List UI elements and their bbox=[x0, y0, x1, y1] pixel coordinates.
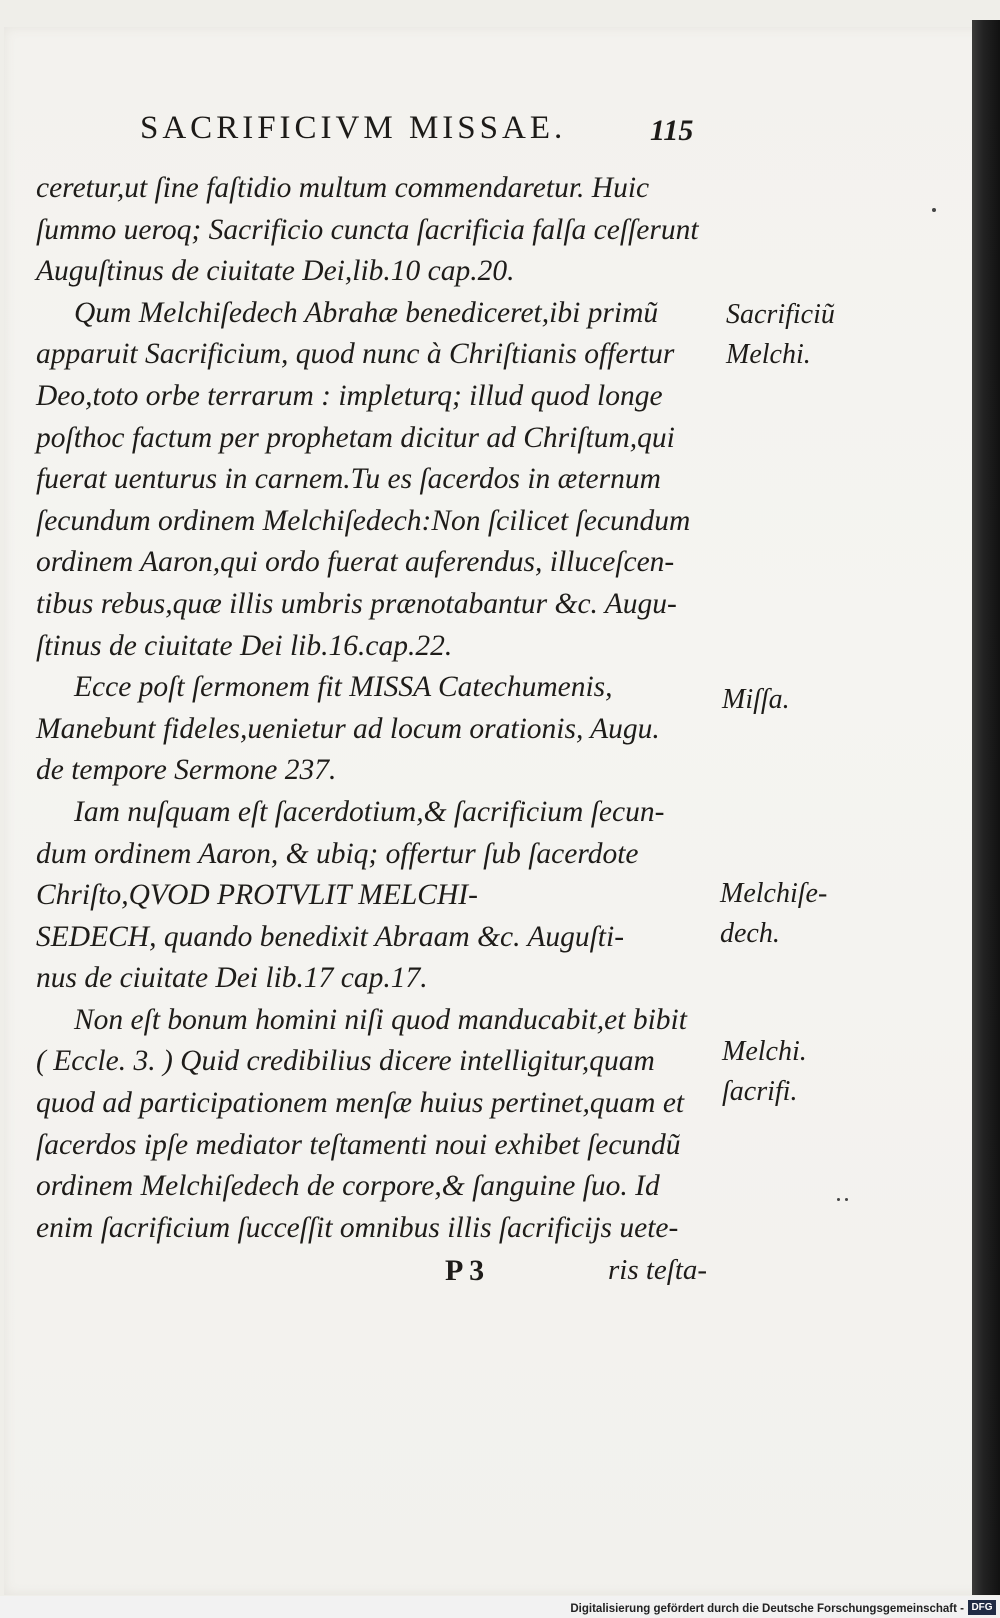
text-line: Manebunt fideles,uenietur ad locum orationis, Augu. bbox=[36, 712, 660, 745]
text-line: enim ſacrificium ſucceſſit omnibus illis ſacrificijs uete- bbox=[36, 1211, 679, 1244]
text-line: ( Eccle. 3. ) Quid credibilius dicere intelligitur,quam bbox=[36, 1045, 655, 1078]
paper-speck bbox=[837, 1198, 840, 1201]
text-line: ordinem Melchiſedech de corpore,& ſanguine ſuo. Id bbox=[36, 1170, 660, 1203]
text-line: ſecundum ordinem Melchiſedech:Non ſcilicet ſecundum bbox=[36, 504, 691, 537]
text-line: Chriſto,QVOD PROTVLIT MELCHI- bbox=[36, 879, 478, 912]
text-line: Deo,toto orbe terrarum : impleturq; illud quod longe bbox=[36, 379, 663, 412]
margin-note-line: Melchiſe- bbox=[720, 878, 828, 909]
text-line: Iam nuſquam eſt ſacerdotium,& ſacrificium ſecun- bbox=[74, 795, 665, 828]
margin-note-sacrificium-melchi bbox=[726, 295, 835, 375]
text-line: ſummo ueroq; Sacrificio cuncta ſacrificia falſa ceſſerunt bbox=[36, 213, 699, 246]
signature-mark: P 3 bbox=[445, 1254, 485, 1287]
text-line: nus de ciuitate Dei lib.17 cap.17. bbox=[36, 962, 428, 995]
text-line: tibus rebus,quæ illis umbris prænotabantur &c. Augu- bbox=[36, 587, 677, 620]
margin-note-melchi-sacrifi bbox=[722, 1032, 807, 1112]
text-line: SEDECH, quando benedixit Abraam &c. Auguſti- bbox=[36, 920, 625, 953]
margin-note-line: Miſſa. bbox=[722, 684, 790, 715]
text-line: Non eſt bonum homini niſi quod manducabit,et bibit bbox=[74, 1003, 687, 1036]
book-edge bbox=[972, 20, 1000, 1595]
margin-note-line: Melchi. bbox=[726, 339, 811, 370]
paper-speck bbox=[932, 208, 936, 212]
margin-note-missa bbox=[722, 680, 790, 720]
catchword: ris teſta- bbox=[608, 1254, 708, 1286]
margin-note-line: Melchi. bbox=[722, 1036, 807, 1067]
text-line: quod ad participationem menſæ huius pertinet,quam et bbox=[36, 1087, 685, 1120]
running-head: SACRIFICIVM MISSAE. bbox=[140, 110, 567, 146]
margin-note-line: Sacrificiũ bbox=[726, 299, 835, 330]
text-line: Qum Melchiſedech Abrahæ benediceret,ibi primũ bbox=[74, 296, 659, 329]
margin-note-line: ſacrifi. bbox=[722, 1076, 798, 1107]
text-line: Auguſtinus de ciuitate Dei,lib.10 cap.20. bbox=[36, 255, 515, 288]
paper-speck bbox=[845, 1198, 848, 1201]
margin-note-melchisedech bbox=[720, 874, 827, 954]
text-line: dum ordinem Aaron, & ubiq; offertur ſub ſacerdote bbox=[36, 837, 639, 870]
funding-credit: Digitalisierung gefördert durch die Deutsche Forschungsgemeinschaft - bbox=[570, 1603, 964, 1615]
text-line: apparuit Sacrificium, quod nunc à Chriſtianis offertur bbox=[36, 338, 675, 371]
margin-note-line: dech. bbox=[720, 918, 780, 949]
page-footer-catchwords bbox=[0, 1254, 1000, 1294]
text-line: ſacerdos ipſe mediator teſtamenti noui exhibet ſecundũ bbox=[36, 1128, 681, 1161]
page-number: 115 bbox=[650, 114, 694, 147]
text-line: fuerat uenturus in carnem.Tu es ſacerdos in æternum bbox=[36, 463, 661, 496]
text-line: Ecce poſt ſermonem fit MISSA Catechumenis, bbox=[74, 671, 613, 704]
text-line: poſthoc factum per prophetam dicitur ad Chriſtum,qui bbox=[36, 421, 675, 454]
text-line: ceretur,ut ſine faſtidio multum commendaretur. Huic bbox=[36, 172, 650, 204]
dfg-logo: DFG bbox=[968, 1600, 996, 1615]
digitization-footer bbox=[0, 1596, 1000, 1618]
text-line: ſtinus de ciuitate Dei lib.16.cap.22. bbox=[36, 629, 453, 662]
text-line: ordinem Aaron,qui ordo fuerat auferendus, illuceſcen- bbox=[36, 546, 675, 579]
text-line: de tempore Sermone 237. bbox=[36, 754, 337, 787]
body-text bbox=[36, 168, 726, 1249]
